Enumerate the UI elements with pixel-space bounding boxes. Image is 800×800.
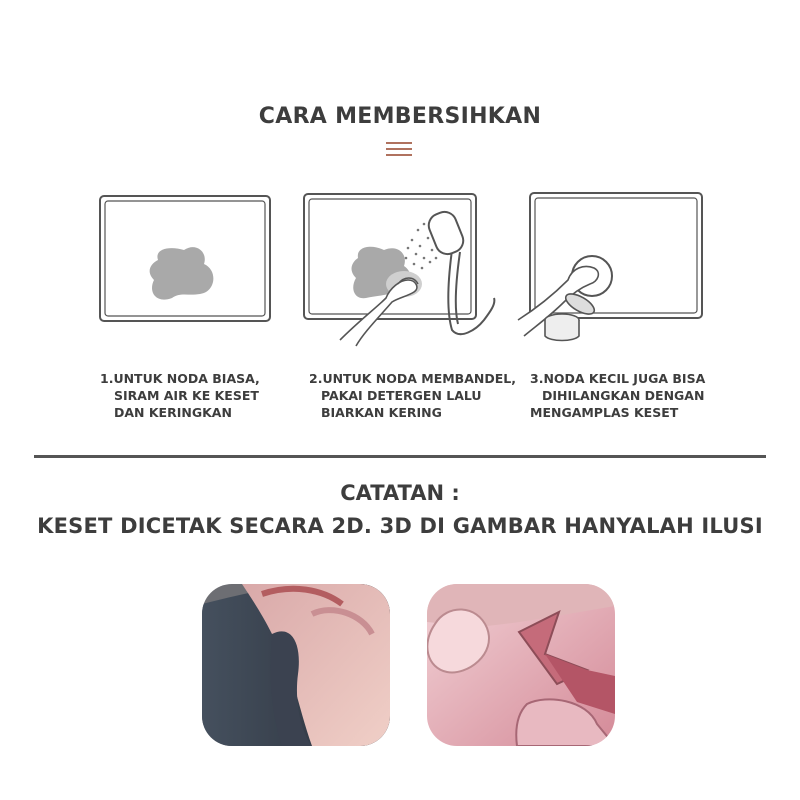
illustration-sanding-panel (510, 180, 720, 350)
note-text: KESET DICETAK SECARA 2D. 3D DI GAMBAR HANYALAH ILUSI (37, 514, 763, 538)
step-2-text: 2.UNTUK NODA MEMBANDEL, PAKAI DETERGEN LALU BIARKAN KERING (309, 371, 516, 420)
mat-closeup-photo (427, 584, 615, 746)
illustration-detergent-panel (300, 180, 510, 350)
note-title: CATATAN : (340, 481, 460, 505)
section-divider (34, 455, 766, 458)
step-1-text: 1.UNTUK NODA BIASA, SIRAM AIR KE KESET DAN KERINGKAN (100, 371, 260, 420)
illustration-stain-panel (96, 180, 306, 350)
step-3-text: 3.NODA KECIL JUGA BISA DIHILANGKAN DENGAN MENGAMPLAS KESET (530, 371, 706, 420)
mat-edge-photo (202, 584, 390, 746)
menu-icon (386, 142, 412, 156)
page-title: CARA MEMBERSIHKAN (258, 104, 542, 129)
